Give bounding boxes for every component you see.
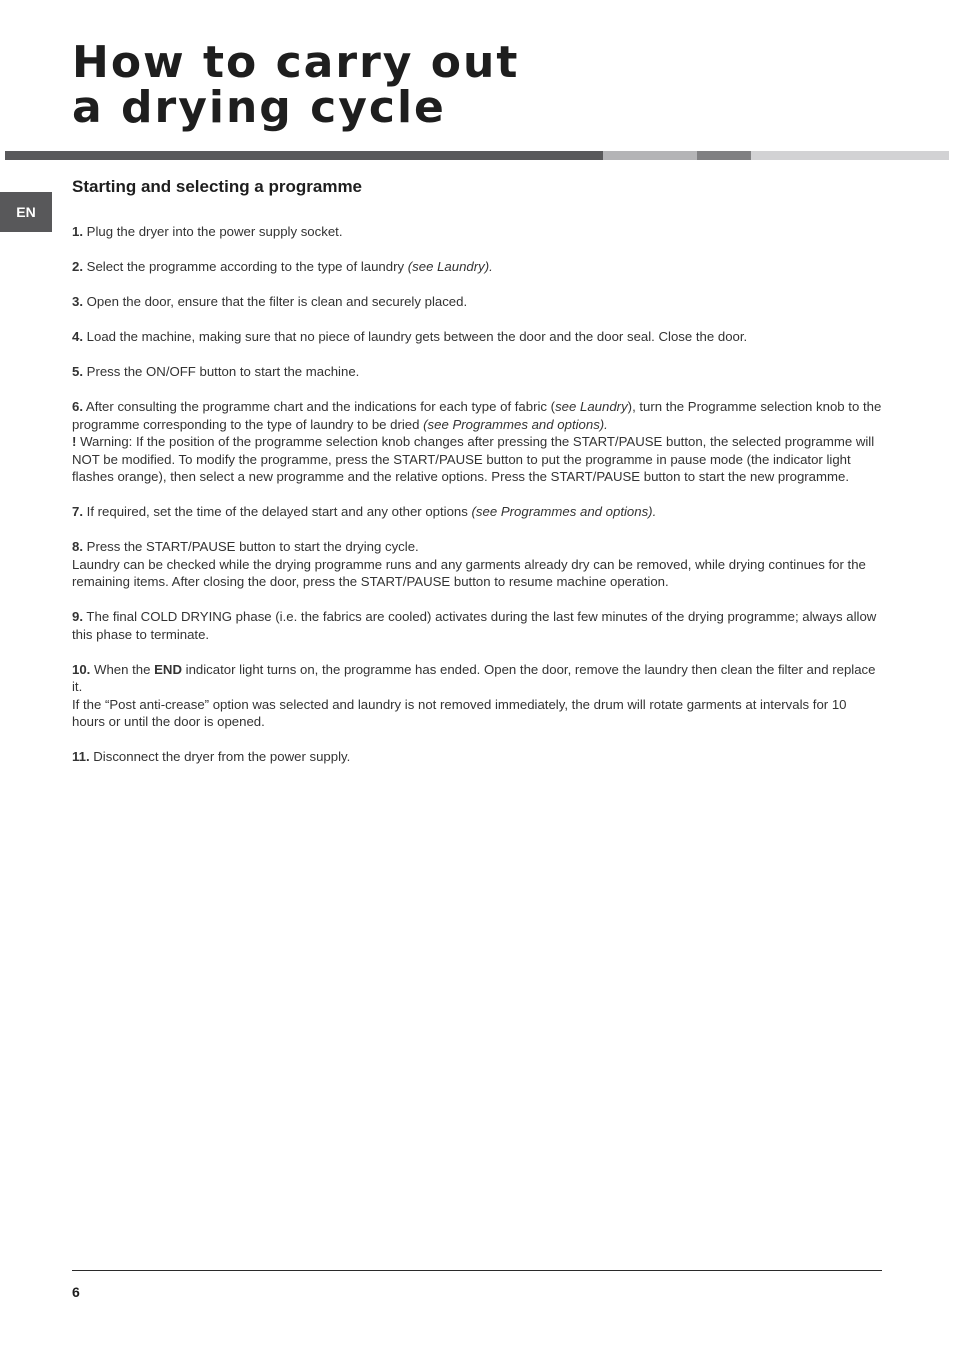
step-note: If the “Post anti-crease” option was selected and laundry is not removed immediately, the drum will rotate garments at intervals for 10 hours or until the door is opened. — [72, 696, 847, 729]
step-7 — [72, 503, 882, 521]
step-text: Select the programme according to the type of laundry — [83, 259, 408, 274]
cross-reference: (see Programmes and options). — [471, 504, 657, 519]
step-2 — [72, 258, 882, 276]
step-text: Load the machine, making sure that no piece of laundry gets between the door and the door seal. Close the door. — [83, 329, 748, 344]
step-detail: Laundry can be checked while the drying programme runs and any garments already dry can be removed, while drying continues for the remaining items. After closing the door, press the START/PAUSE button to resume machine operation. — [72, 556, 866, 589]
step-text: Press the START/PAUSE button to start the drying cycle. — [83, 539, 419, 554]
warning-note — [72, 433, 882, 486]
step-8 — [72, 538, 882, 591]
step-text: Open the door, ensure that the filter is clean and securely placed. — [83, 294, 468, 309]
step-11 — [72, 748, 882, 766]
cross-reference: (see Laundry). — [407, 259, 493, 274]
header-rule-pale — [751, 151, 949, 160]
step-text: Disconnect the dryer from the power supply. — [89, 749, 351, 764]
step-text: Plug the dryer into the power supply socket. — [83, 224, 343, 239]
step-number: 3. — [72, 294, 83, 309]
language-tab: EN — [0, 192, 52, 232]
step-6 — [72, 398, 882, 486]
step-number: 11. — [72, 749, 90, 764]
step-text: ), turn the Programme selection knob to the programme corresponding to the type of laundry to be dried — [72, 399, 882, 432]
page-number: 6 — [72, 1284, 80, 1300]
step-number: 10. — [72, 661, 91, 677]
step-number: 7. — [72, 504, 83, 519]
step-4 — [72, 328, 882, 346]
section-heading: Starting and selecting a programme — [72, 177, 363, 196]
step-text: The final COLD DRYING phase (i.e. the fabrics are cooled) activates during the last few minutes of the drying programme; always allow this phase to terminate. — [72, 609, 877, 642]
end-indicator-label: END — [154, 661, 182, 677]
step-text: If required, set the time of the delayed start and any other options — [83, 504, 472, 519]
step-number: 1. — [72, 224, 83, 239]
header-rule-light — [603, 151, 697, 160]
step-number: 8. — [72, 539, 83, 554]
warning-text: Warning: If the position of the programme selection knob changes after pressing the START/PAUSE button, the selected programme will NOT be modified. To modify the programme, press the START/PAUSE button to put the programme in pause mode (the indicator light flashes orange), then select a new programme and the relative options. Press the START/PAUSE button to start the new programme. — [72, 434, 875, 484]
cross-reference: (see Programmes and options). — [423, 416, 608, 432]
header-rule-mid — [697, 151, 751, 160]
page-title-line-2: a drying cycle — [72, 82, 446, 133]
step-text: After consulting the programme chart and the indications for each type of fabric ( — [83, 399, 556, 414]
step-number: 6. — [72, 399, 83, 414]
step-number: 2. — [72, 259, 83, 274]
page-title — [72, 37, 520, 133]
step-text: Press the ON/OFF button to start the machine. — [83, 364, 360, 379]
step-number: 9. — [72, 609, 83, 624]
step-1 — [72, 223, 882, 241]
step-10 — [72, 661, 882, 731]
step-text: indicator light turns on, the programme has ended. Open the door, remove the laundry then clean the filter and replace it. — [72, 661, 876, 694]
page-title-line-1: How to carry out — [72, 37, 520, 88]
step-3 — [72, 293, 882, 311]
footer-rule — [72, 1270, 882, 1271]
step-9 — [72, 608, 882, 643]
header-rule-dark — [5, 151, 603, 160]
step-number: 5. — [72, 364, 83, 379]
steps-list — [72, 223, 882, 783]
cross-reference: see Laundry — [555, 399, 628, 414]
step-5 — [72, 363, 882, 381]
step-text: When the — [90, 661, 155, 677]
step-number: 4. — [72, 329, 83, 344]
warning-icon: ! — [72, 434, 77, 449]
